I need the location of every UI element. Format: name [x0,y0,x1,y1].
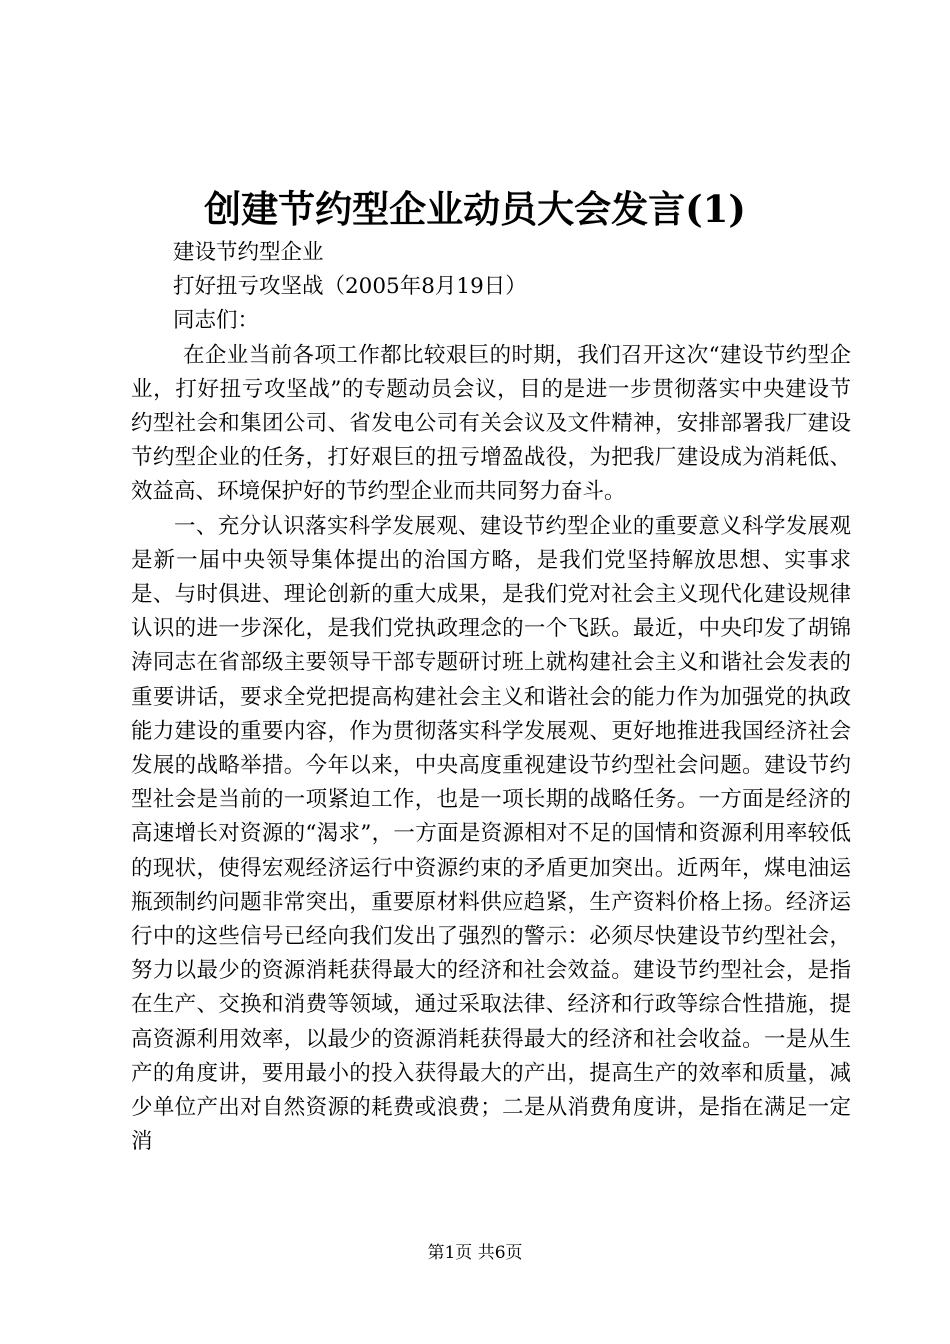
paragraph-section-one: 一、充分认识落实科学发展观、建设节约型企业的重要意义科学发展观是新一届中央领导集体提出的治国方略，是我们党坚持解放思想、实事求是、与时俱进、理论创新的重大成果，是我们党对社会主义现代化建设规律认识的进一步深化，是我们党执政理念的一个飞跃。最近，中央印发了胡锦涛同志在省部级主要领导干部专题研讨班上就构建社会主义和谐社会发表的重要讲话，要求全党把提高构建社会主义和谐社会的能力作为加强党的执政能力建设的重要内容，作为贯彻落实科学发展观、更好地推进我国经济社会发展的战略举措。今年以来，中央高度重视建设节约型社会问题。建设节约型社会是当前的一项紧迫工作，也是一项长期的战略任务。一方面是经济的高速增长对资源的“渴求”，一方面是资源相对不足的国情和资源利用率较低的现状，使得宏观经济运行中资源约束的矛盾更加突出。近两年，煤电油运瓶颈制约问题非常突出，重要原材料供应趋紧，生产资料价格上扬。经济运行中的这些信号已经向我们发出了强烈的警示：必须尽快建设节约型社会，努力以最少的资源消耗获得最大的经济和社会效益。建设节约型社会，是指在生产、交换和消费等领域，通过采取法律、经济和行政等综合性措施，提高资源利用效率，以最少的资源消耗获得最大的经济和社会收益。一是从生产的角度讲，要用最小的投入获得最大的产出，提高生产的效率和质量，减少单位产出对自然资源的耗费或浪费；二是从消费角度讲，是指在满足一定消 [131,513,851,1155]
document-body [131,236,851,1159]
page-footer: 第1页 共6页 [427,1243,523,1263]
salutation: 同志们： [173,308,260,334]
paragraph-intro: 在企业当前各项工作都比较艰巨的时期，我们召开这次“建设节约型企业，打好扭亏攻坚战”的专题动员会议，目的是进一步贯彻落实中央建设节约型社会和集团公司、省发电公司有关会议及文件精神，安排部署我厂建设节约型企业的任务，打好艰巨的扭亏增盈战役，为把我厂建设成为消耗低、效益高、环境保护好的节约型企业而共同努力奋斗。 [131,342,851,505]
subtitle-line-1: 建设节约型企业 [173,240,324,265]
subtitle-line-2: 打好扭亏攻坚战（2005年8月19日） [173,274,527,300]
document-title: 创建节约型企业动员大会发言(1) [204,187,746,231]
